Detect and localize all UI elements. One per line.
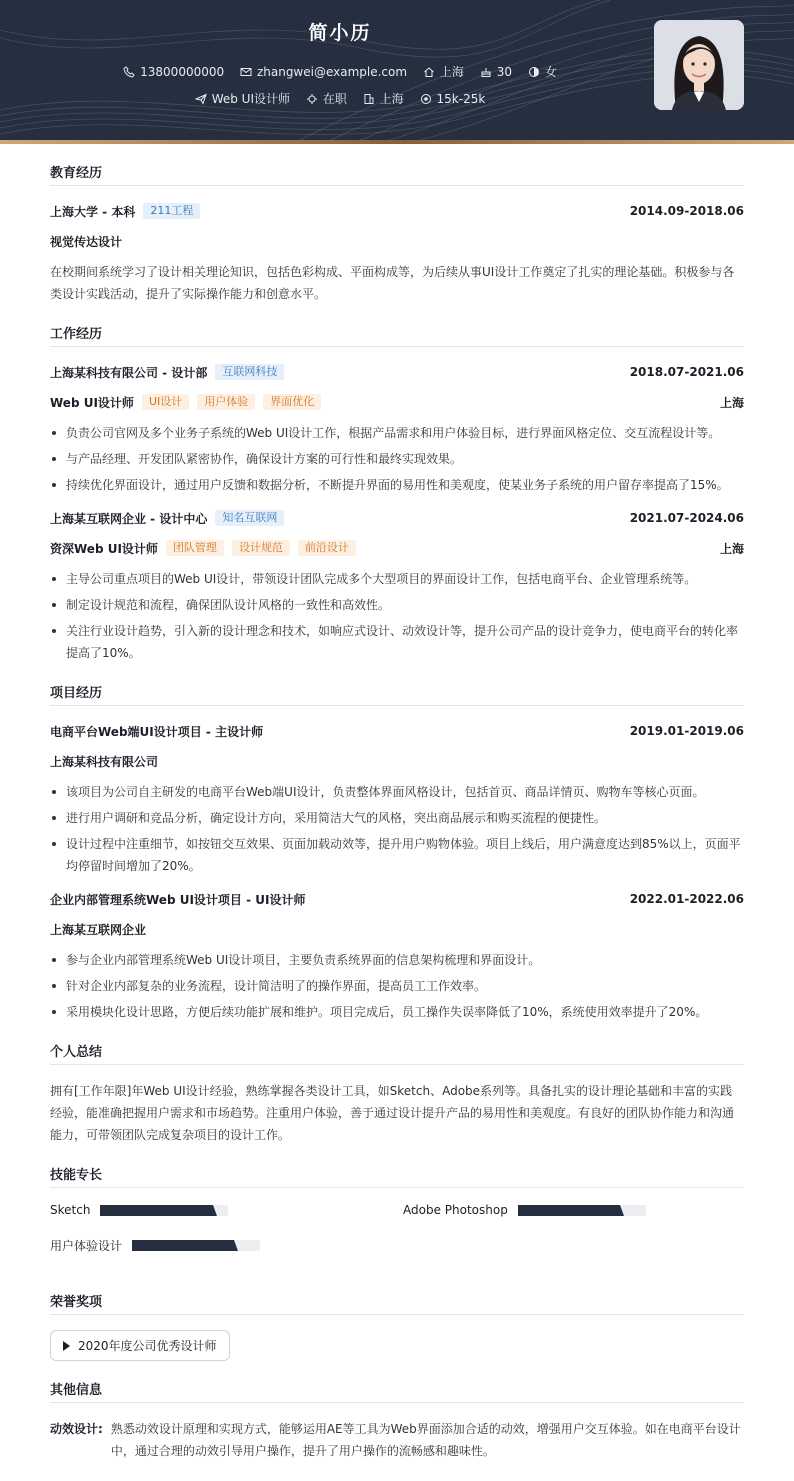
project-entry — [50, 889, 744, 1023]
work-bullets — [50, 568, 744, 664]
skill-name: Sketch — [50, 1203, 91, 1217]
education-date: 2014.09-2018.06 — [629, 204, 744, 218]
mail-icon — [240, 66, 252, 78]
project-header — [50, 889, 744, 909]
project-date: 2019.01-2019.06 — [629, 724, 744, 738]
skill-tag: 团队管理 — [166, 540, 224, 556]
play-triangle-icon — [63, 1341, 70, 1351]
work-company: 上海某科技有限公司 - 设计部 — [50, 365, 208, 380]
list-item: 主导公司重点项目的Web UI设计，带领设计团队完成多个大型项目的界面设计工作，包括电商平台、企业管理系统等。 — [50, 568, 744, 590]
section-title-work: 工作经历 — [50, 323, 744, 347]
salary-info: 15k-25k — [420, 92, 486, 106]
skill-tag: 设计规范 — [232, 540, 290, 556]
skill-item — [50, 1237, 260, 1254]
list-item: 针对企业内部复杂的业务流程，设计简洁明了的操作界面，提高员工工作效率。 — [50, 975, 744, 997]
skill-bar — [132, 1240, 260, 1251]
list-item: 采用模块化设计思路，方便后续功能扩展和维护。项目完成后，员工操作失误率降低了10%，系统使用效率提升了20%。 — [50, 1001, 744, 1023]
send-icon — [195, 93, 207, 105]
section-title-summary: 个人总结 — [50, 1041, 744, 1065]
education-tag: 211工程 — [143, 203, 200, 219]
phone-icon — [123, 66, 135, 78]
project-title: 企业内部管理系统Web UI设计项目 - UI设计师 — [50, 892, 306, 907]
work-company: 上海某互联网企业 - 设计中心 — [50, 511, 208, 526]
skill-name: 用户体验设计 — [50, 1239, 123, 1253]
list-item: 持续优化界面设计，通过用户反馈和数据分析，不断提升界面的易用性和美观度，使某业务子系统的用户留存率提高了15%。 — [50, 474, 744, 496]
project-company: 上海某科技有限公司 — [50, 754, 159, 769]
skill-item — [403, 1203, 646, 1217]
target-city-info: 上海 — [363, 90, 404, 107]
email-info: zhangwei@example.com — [240, 65, 407, 79]
work-role-row — [50, 392, 744, 412]
cake-icon — [480, 66, 492, 78]
skill-name: Adobe Photoshop — [403, 1203, 508, 1217]
section-title-awards: 荣誉奖项 — [50, 1291, 744, 1315]
skill-bar-fill — [100, 1205, 213, 1216]
phone-info: 13800000000 — [123, 65, 224, 79]
award-label: 2020年度公司优秀设计师 — [78, 1339, 217, 1353]
work-date: 2018.07-2021.06 — [629, 365, 744, 379]
work-entry — [50, 508, 744, 664]
project-header — [50, 721, 744, 741]
project-company-row — [50, 919, 744, 939]
work-bullets — [50, 422, 744, 496]
list-item: 关注行业设计趋势，引入新的设计理念和技术，如响应式设计、动效设计等，提升公司产品的设计竞争力，使电商平台的转化率提高了10%。 — [50, 620, 744, 664]
skill-tag: UI设计 — [142, 394, 189, 410]
city-info: 上海 — [423, 63, 464, 80]
position-info: Web UI设计师 — [195, 90, 290, 107]
work-location: 上海 — [719, 541, 744, 556]
company-tag: 互联网科技 — [215, 364, 284, 380]
education-school: 上海大学 - 本科 — [50, 204, 136, 219]
skill-tag: 界面优化 — [263, 394, 321, 410]
section-title-projects: 项目经历 — [50, 682, 744, 706]
project-company: 上海某互联网企业 — [50, 922, 147, 937]
skill-bar — [518, 1205, 646, 1216]
other-info-text: 熟悉动效设计原理和实现方式，能够运用AE等工具为Web界面添加合适的动效，增强用户交互体验。如在电商平台设计中，通过合理的动效引导用户操作，提升了用户操作的流畅感和趣味性。 — [110, 1422, 741, 1458]
gender-info: 女 — [528, 63, 557, 80]
work-role: Web UI设计师 — [50, 395, 134, 410]
project-company-row — [50, 751, 744, 771]
gender-icon — [528, 66, 540, 78]
project-bullets — [50, 949, 744, 1023]
resume-content — [50, 144, 744, 1462]
list-item: 进行用户调研和竞品分析，确定设计方向，采用简洁大气的风格，突出商品展示和购买流程的便捷性。 — [50, 807, 744, 829]
company-tag: 知名互联网 — [215, 510, 284, 526]
education-major-row — [50, 231, 744, 251]
money-icon — [420, 93, 432, 105]
building-icon — [363, 93, 375, 105]
status-icon — [306, 93, 318, 105]
education-major: 视觉传达设计 — [50, 234, 123, 249]
section-title-other: 其他信息 — [50, 1379, 744, 1403]
education-description: 在校期间系统学习了设计相关理论知识，包括色彩构成、平面构成等，为后续从事UI设计工作奠定了扎实的理论基础。积极参与各类设计实践活动，提升了实际操作能力和创意水平。 — [50, 265, 735, 301]
resume-header — [0, 0, 794, 140]
list-item: 该项目为公司自主研发的电商平台Web端UI设计，负责整体界面风格设计，包括首页、商品详情页、购物车等核心页面。 — [50, 781, 744, 803]
skill-bar-fill — [132, 1240, 234, 1251]
work-header — [50, 508, 744, 528]
project-entry — [50, 721, 744, 877]
avatar-photo — [654, 20, 744, 110]
job-intent-row — [0, 90, 680, 107]
section-title-skills: 技能专长 — [50, 1164, 744, 1188]
work-role: 资深Web UI设计师 — [50, 541, 158, 556]
skill-tag: 前沿设计 — [298, 540, 356, 556]
skill-tag: 用户体验 — [197, 394, 255, 410]
other-info-item — [50, 1418, 744, 1462]
candidate-name: 简小历 — [308, 22, 372, 44]
summary-text: 拥有[工作年限]年Web UI设计经验，熟练掌握各类设计工具，如Sketch、Adobe系列等。具备扎实的设计理论基础和丰富的实践经验，能准确把握用户需求和市场趋势。注重用户体验，善于通过设计提升产品的易用性和美观度。有良好的团队协作能力和沟通能力，可带领团队完成复杂项目的设计工作。 — [50, 1084, 735, 1142]
project-date: 2022.01-2022.06 — [629, 892, 744, 906]
age-info: 30 — [480, 65, 512, 79]
home-icon — [423, 66, 435, 78]
work-role-row — [50, 538, 744, 558]
other-info-label: 动效设计: — [50, 1422, 103, 1436]
project-title: 电商平台Web端UI设计项目 - 主设计师 — [50, 724, 264, 739]
work-header — [50, 362, 744, 382]
education-header — [50, 201, 744, 221]
list-item: 制定设计规范和流程，确保团队设计风格的一致性和高效性。 — [50, 594, 744, 616]
portrait-image — [654, 20, 744, 110]
skills-list — [50, 1203, 744, 1273]
work-date: 2021.07-2024.06 — [629, 511, 744, 525]
list-item: 与产品经理、开发团队紧密协作，确保设计方案的可行性和最终实现效果。 — [50, 448, 744, 470]
list-item: 参与企业内部管理系统Web UI设计项目，主要负责系统界面的信息架构梳理和界面设计。 — [50, 949, 744, 971]
list-item: 负责公司官网及多个业务子系统的Web UI设计工作，根据产品需求和用户体验目标，进行界面风格定位、交互流程设计等。 — [50, 422, 744, 444]
award-item[interactable] — [50, 1330, 230, 1361]
status-info: 在职 — [306, 90, 347, 107]
work-entry — [50, 362, 744, 496]
skill-item — [50, 1203, 228, 1217]
contact-info-row — [0, 63, 680, 80]
list-item: 设计过程中注重细节，如按钮交互效果、页面加载动效等，提升用户购物体验。项目上线后，用户满意度达到85%以上，页面平均停留时间增加了20%。 — [50, 833, 744, 877]
skill-bar — [100, 1205, 228, 1216]
section-title-education: 教育经历 — [50, 162, 744, 186]
skill-bar-fill — [518, 1205, 620, 1216]
project-bullets — [50, 781, 744, 877]
work-location: 上海 — [719, 395, 744, 410]
